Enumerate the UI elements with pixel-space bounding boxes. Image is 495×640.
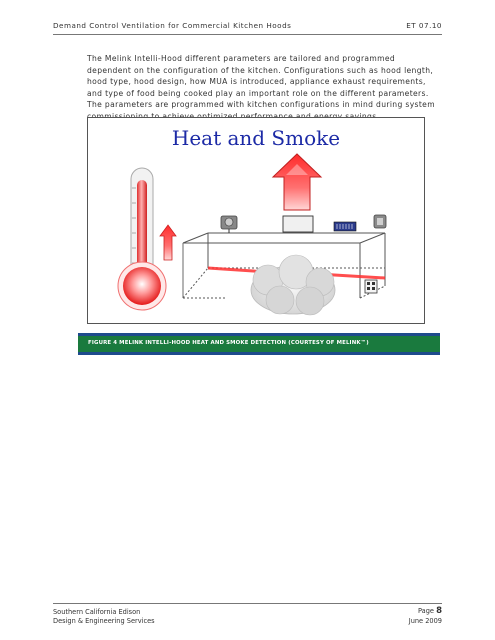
footer-page-number: 8 bbox=[436, 606, 442, 616]
figure-heat-and-smoke bbox=[87, 117, 425, 324]
header-report-code: ET 07.10 bbox=[406, 21, 442, 30]
footer-page-label: Page bbox=[418, 607, 434, 615]
smoke-cloud-icon bbox=[251, 255, 335, 315]
control-module-icon bbox=[334, 222, 356, 231]
thermometer-icon bbox=[118, 168, 166, 310]
control-panel-icon bbox=[365, 280, 377, 293]
footer-date: June 2009 bbox=[408, 617, 442, 625]
temperature-sensor-box-icon bbox=[283, 216, 313, 232]
footer-company: Southern California Edison bbox=[53, 608, 141, 616]
page-footer bbox=[53, 603, 442, 632]
page-header bbox=[53, 18, 442, 35]
sensor-right-icon bbox=[374, 215, 386, 228]
figure-caption-bar bbox=[78, 333, 440, 355]
header-title: Demand Control Ventilation for Commercial Kitchen Hoods bbox=[53, 21, 292, 30]
figure-caption: FIGURE 4 MELINK INTELLI-HOOD HEAT AND SMOKE DETECTION (COURTESY OF MELINK™) bbox=[88, 340, 369, 346]
small-heat-arrow-icon bbox=[160, 225, 176, 260]
footer-department: Design & Engineering Services bbox=[53, 617, 155, 625]
figure-title: Heat and Smoke bbox=[171, 126, 341, 150]
body-paragraph: The Melink Intelli-Hood different parameters are tailored and programmed dependent on the configuration of the kitchen. Configurations such as hood length, hood type, hood design, how MUA is introduced, appliance exhaust requirements, and type of food being cooked play an important role on the different parameters. The parameters are programmed with kitchen configurations in mind during system bbox=[87, 54, 435, 110]
footer-page bbox=[418, 606, 442, 616]
sensor-left-icon bbox=[221, 216, 237, 233]
large-heat-arrow-icon bbox=[273, 154, 321, 210]
